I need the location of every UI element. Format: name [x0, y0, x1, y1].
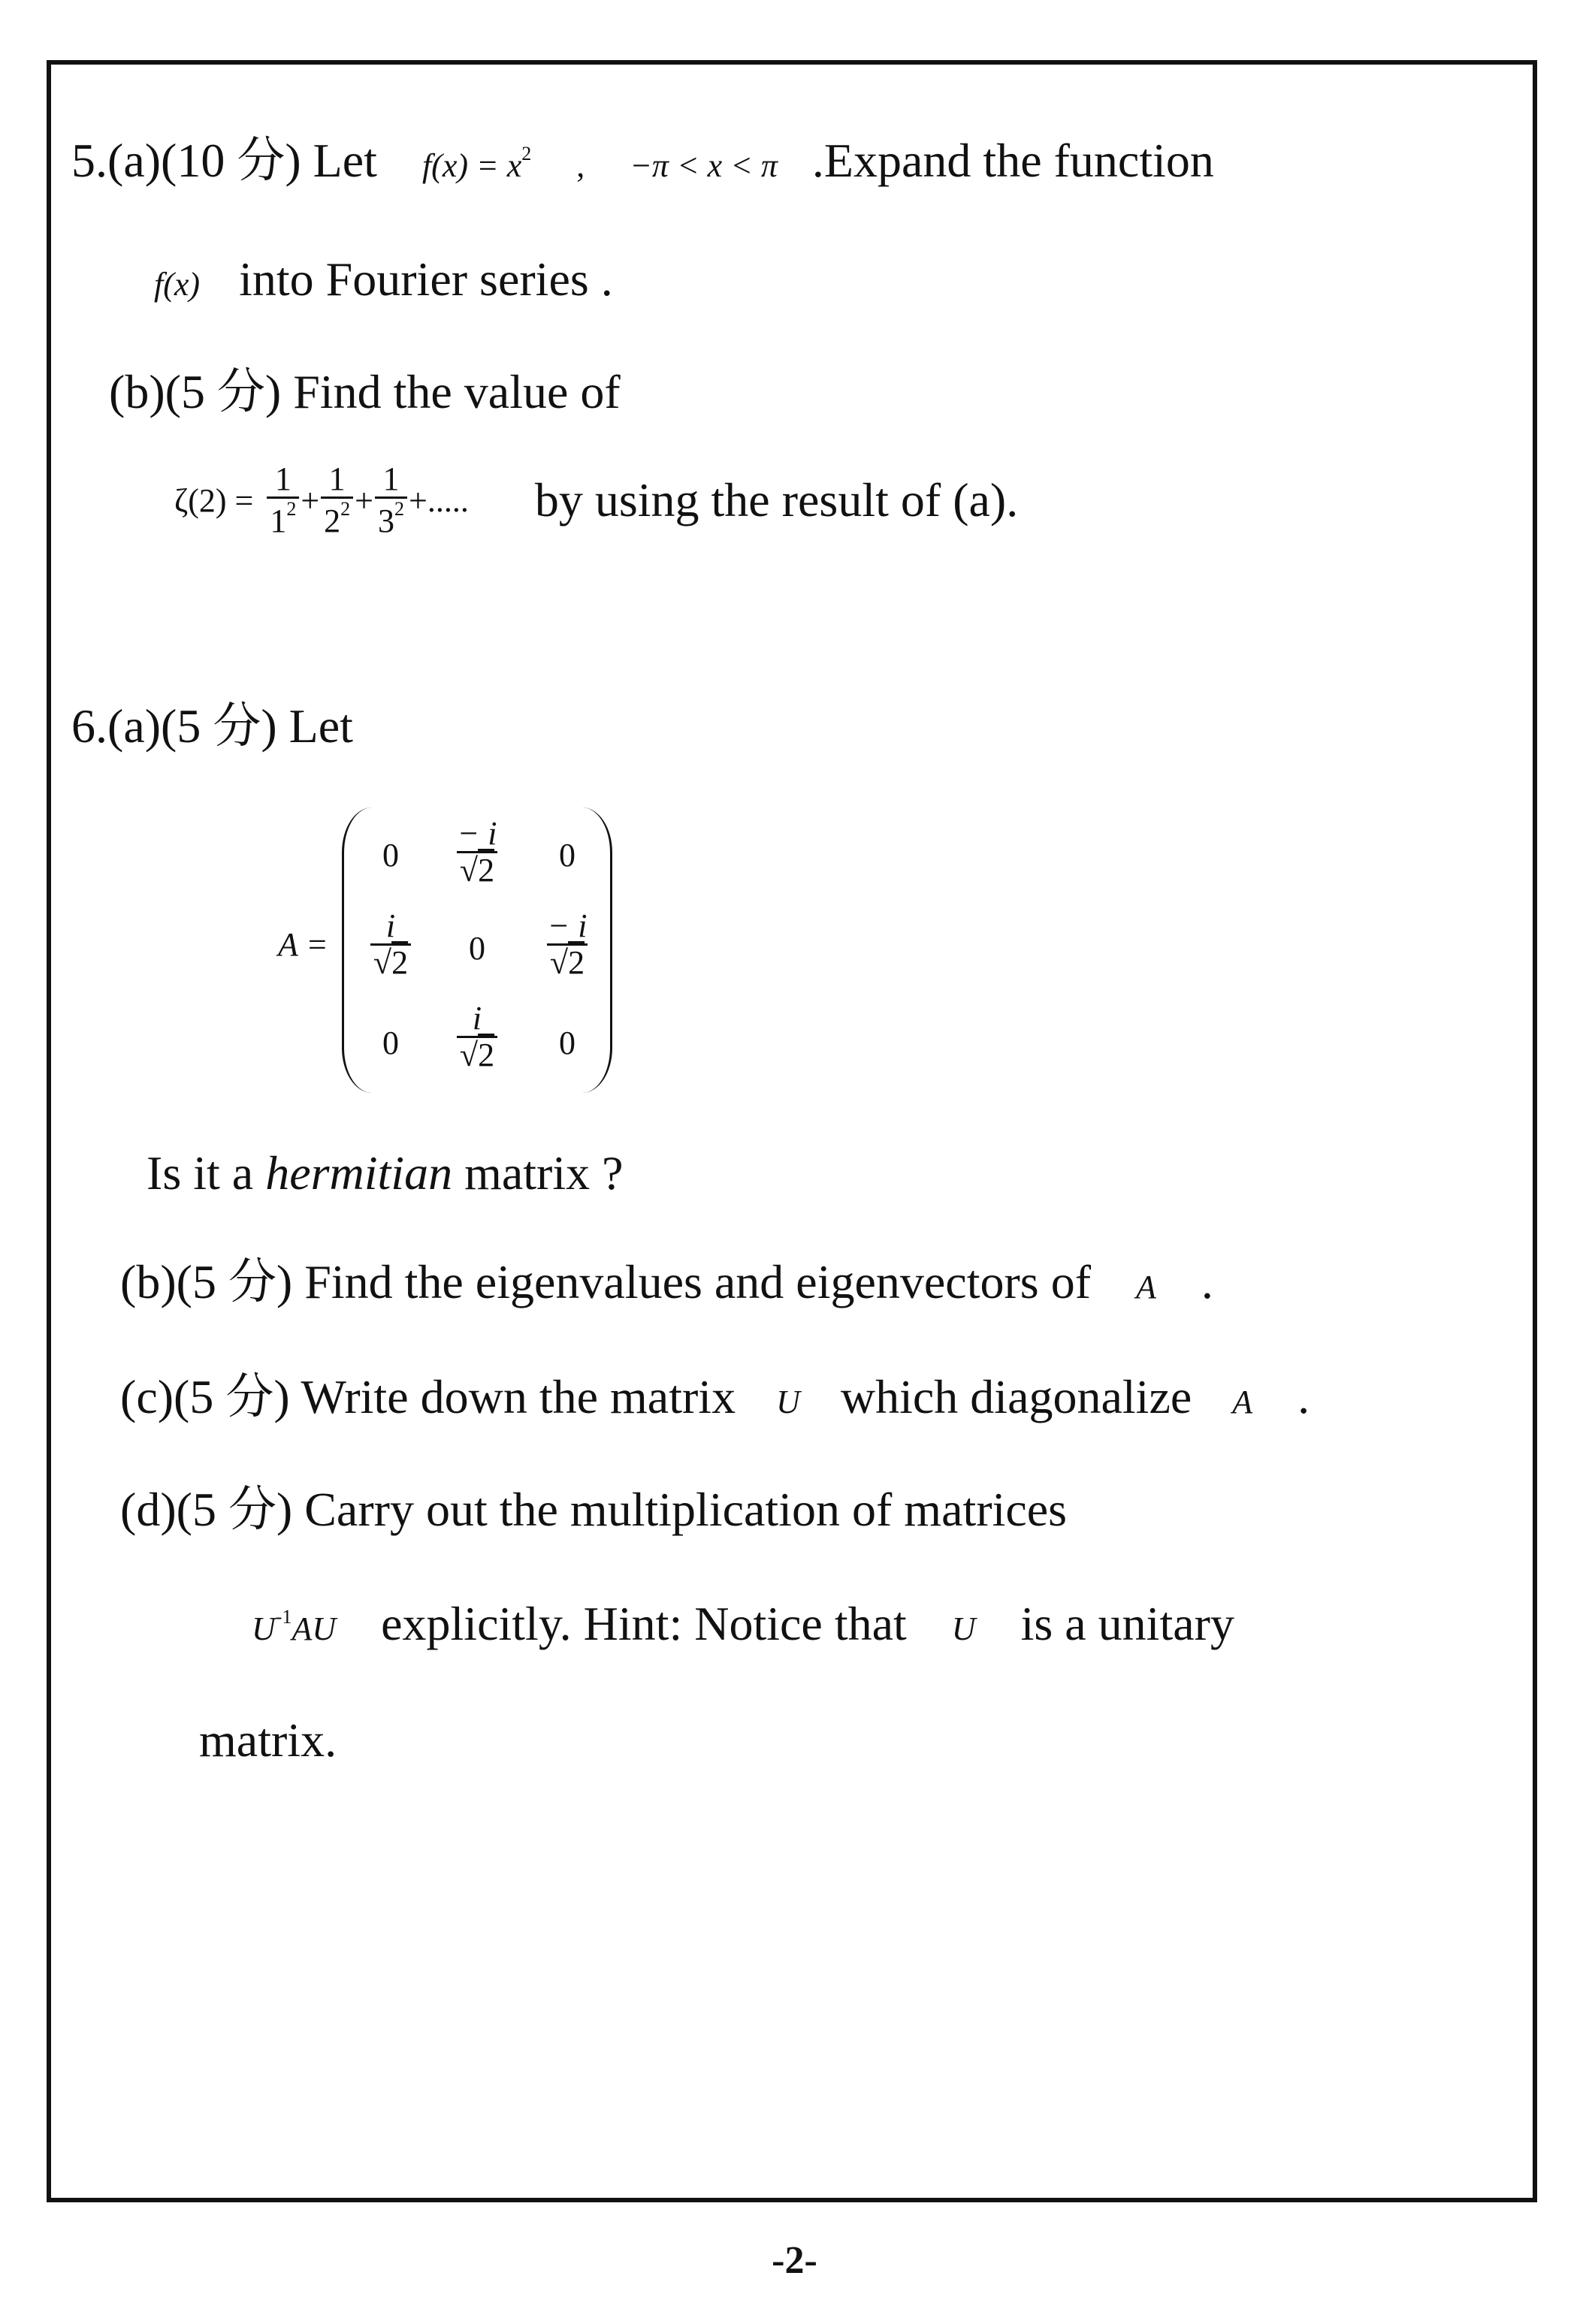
- q5a-range: −π < x < π: [630, 147, 778, 184]
- zeta-lhs: ζ(2) =: [174, 481, 254, 519]
- q6c-mid: which diagonalize: [840, 1370, 1192, 1423]
- q5a-line2: [154, 252, 613, 306]
- ellipsis: +.....: [409, 481, 469, 519]
- q6c-line: (c)(5 分) Write down the matrix U which diagonalize A .: [120, 1370, 1310, 1423]
- q5a-func: f(x) = x: [421, 147, 522, 184]
- q5a-text: .Expand the function: [811, 134, 1214, 187]
- matrix-cell-1-2: $\frac{- i}{√2}$: [457, 815, 497, 889]
- q6a-line1: [71, 699, 353, 753]
- q5a-comma: ,: [576, 147, 585, 184]
- q5b-text: by using the result of (a).: [534, 473, 1019, 527]
- q6a-prefix: 6.(a)(5 分) Let: [71, 699, 353, 753]
- q6c-text: (c)(5 分) Write down the matrix: [120, 1370, 736, 1423]
- matrix-label: A =: [278, 926, 328, 963]
- q5a-line1: [71, 134, 1214, 187]
- frac-3: $\frac{1}{3^2}$: [375, 462, 407, 539]
- q5b-line1: [109, 365, 621, 418]
- matrix-cell-3-1: 0: [382, 1025, 399, 1061]
- matrix-cell-2-2: 0: [469, 930, 485, 967]
- q5a-line2-text: into Fourier series .: [239, 252, 613, 306]
- q6c-var-a: A: [1232, 1384, 1253, 1420]
- matrix-cell-2-3: $\frac{- i}{√2}$: [547, 907, 588, 982]
- matrix-cell-1-1: 0: [382, 837, 399, 874]
- q6d-line1: [120, 1483, 1068, 1536]
- q6a-question: Is it a hermitian matrix ?: [147, 1146, 624, 1200]
- q6d-mid: explicitly. Hint: Notice that: [381, 1597, 907, 1650]
- matrix-cell-3-2: $\frac{i}{√2}$: [436, 1001, 518, 1073]
- q6b-text: (b)(5 分) Find the eigenvalues and eigenvectors of: [120, 1255, 1092, 1308]
- q6b-var: A: [1136, 1269, 1156, 1305]
- matrix-a: [342, 807, 612, 1093]
- matrix-cell-3-3: 0: [559, 1025, 575, 1061]
- q6d-line3: matrix.: [199, 1713, 337, 1767]
- q5a-prefix: 5.(a)(10 分) Let: [71, 134, 377, 187]
- matrix-cell-1-3: 0: [559, 837, 575, 874]
- q5a-exp: 2: [521, 143, 532, 164]
- q6d-line2: $U^{-1}AU$ explicitly. Hint: Notice that U is a unitary: [252, 1597, 1234, 1650]
- frac-2: $\frac{1}{2^2}$: [321, 462, 353, 539]
- q6d-expr-u: U: [252, 1610, 276, 1647]
- frac-1: $\frac{1}{1^2}$: [267, 462, 299, 539]
- q5b-line2: ζ(2) = $\frac{1}{1^2}$ + $\frac{1}{2^2}$ + $\frac{1}{3^2}$ +..... by using the result of (a).: [174, 460, 1019, 540]
- q5a-line2-func: f(x): [154, 266, 201, 303]
- matrix-cell-2-1: $\frac{i}{√2}$: [349, 909, 432, 980]
- q6d-text: (d)(5 分) Carry out the multiplication of matrices: [120, 1483, 1068, 1536]
- q5b-prefix: (b)(5 分) Find the value of: [109, 365, 621, 418]
- q6d-var-u: U: [951, 1610, 976, 1647]
- q6c-var-u: U: [776, 1384, 800, 1420]
- hermitian-term: hermitian: [265, 1146, 453, 1200]
- q6b-line: (b)(5 分) Find the eigenvalues and eigenvectors of A .: [120, 1255, 1213, 1308]
- page-number: -2-: [772, 2239, 817, 2282]
